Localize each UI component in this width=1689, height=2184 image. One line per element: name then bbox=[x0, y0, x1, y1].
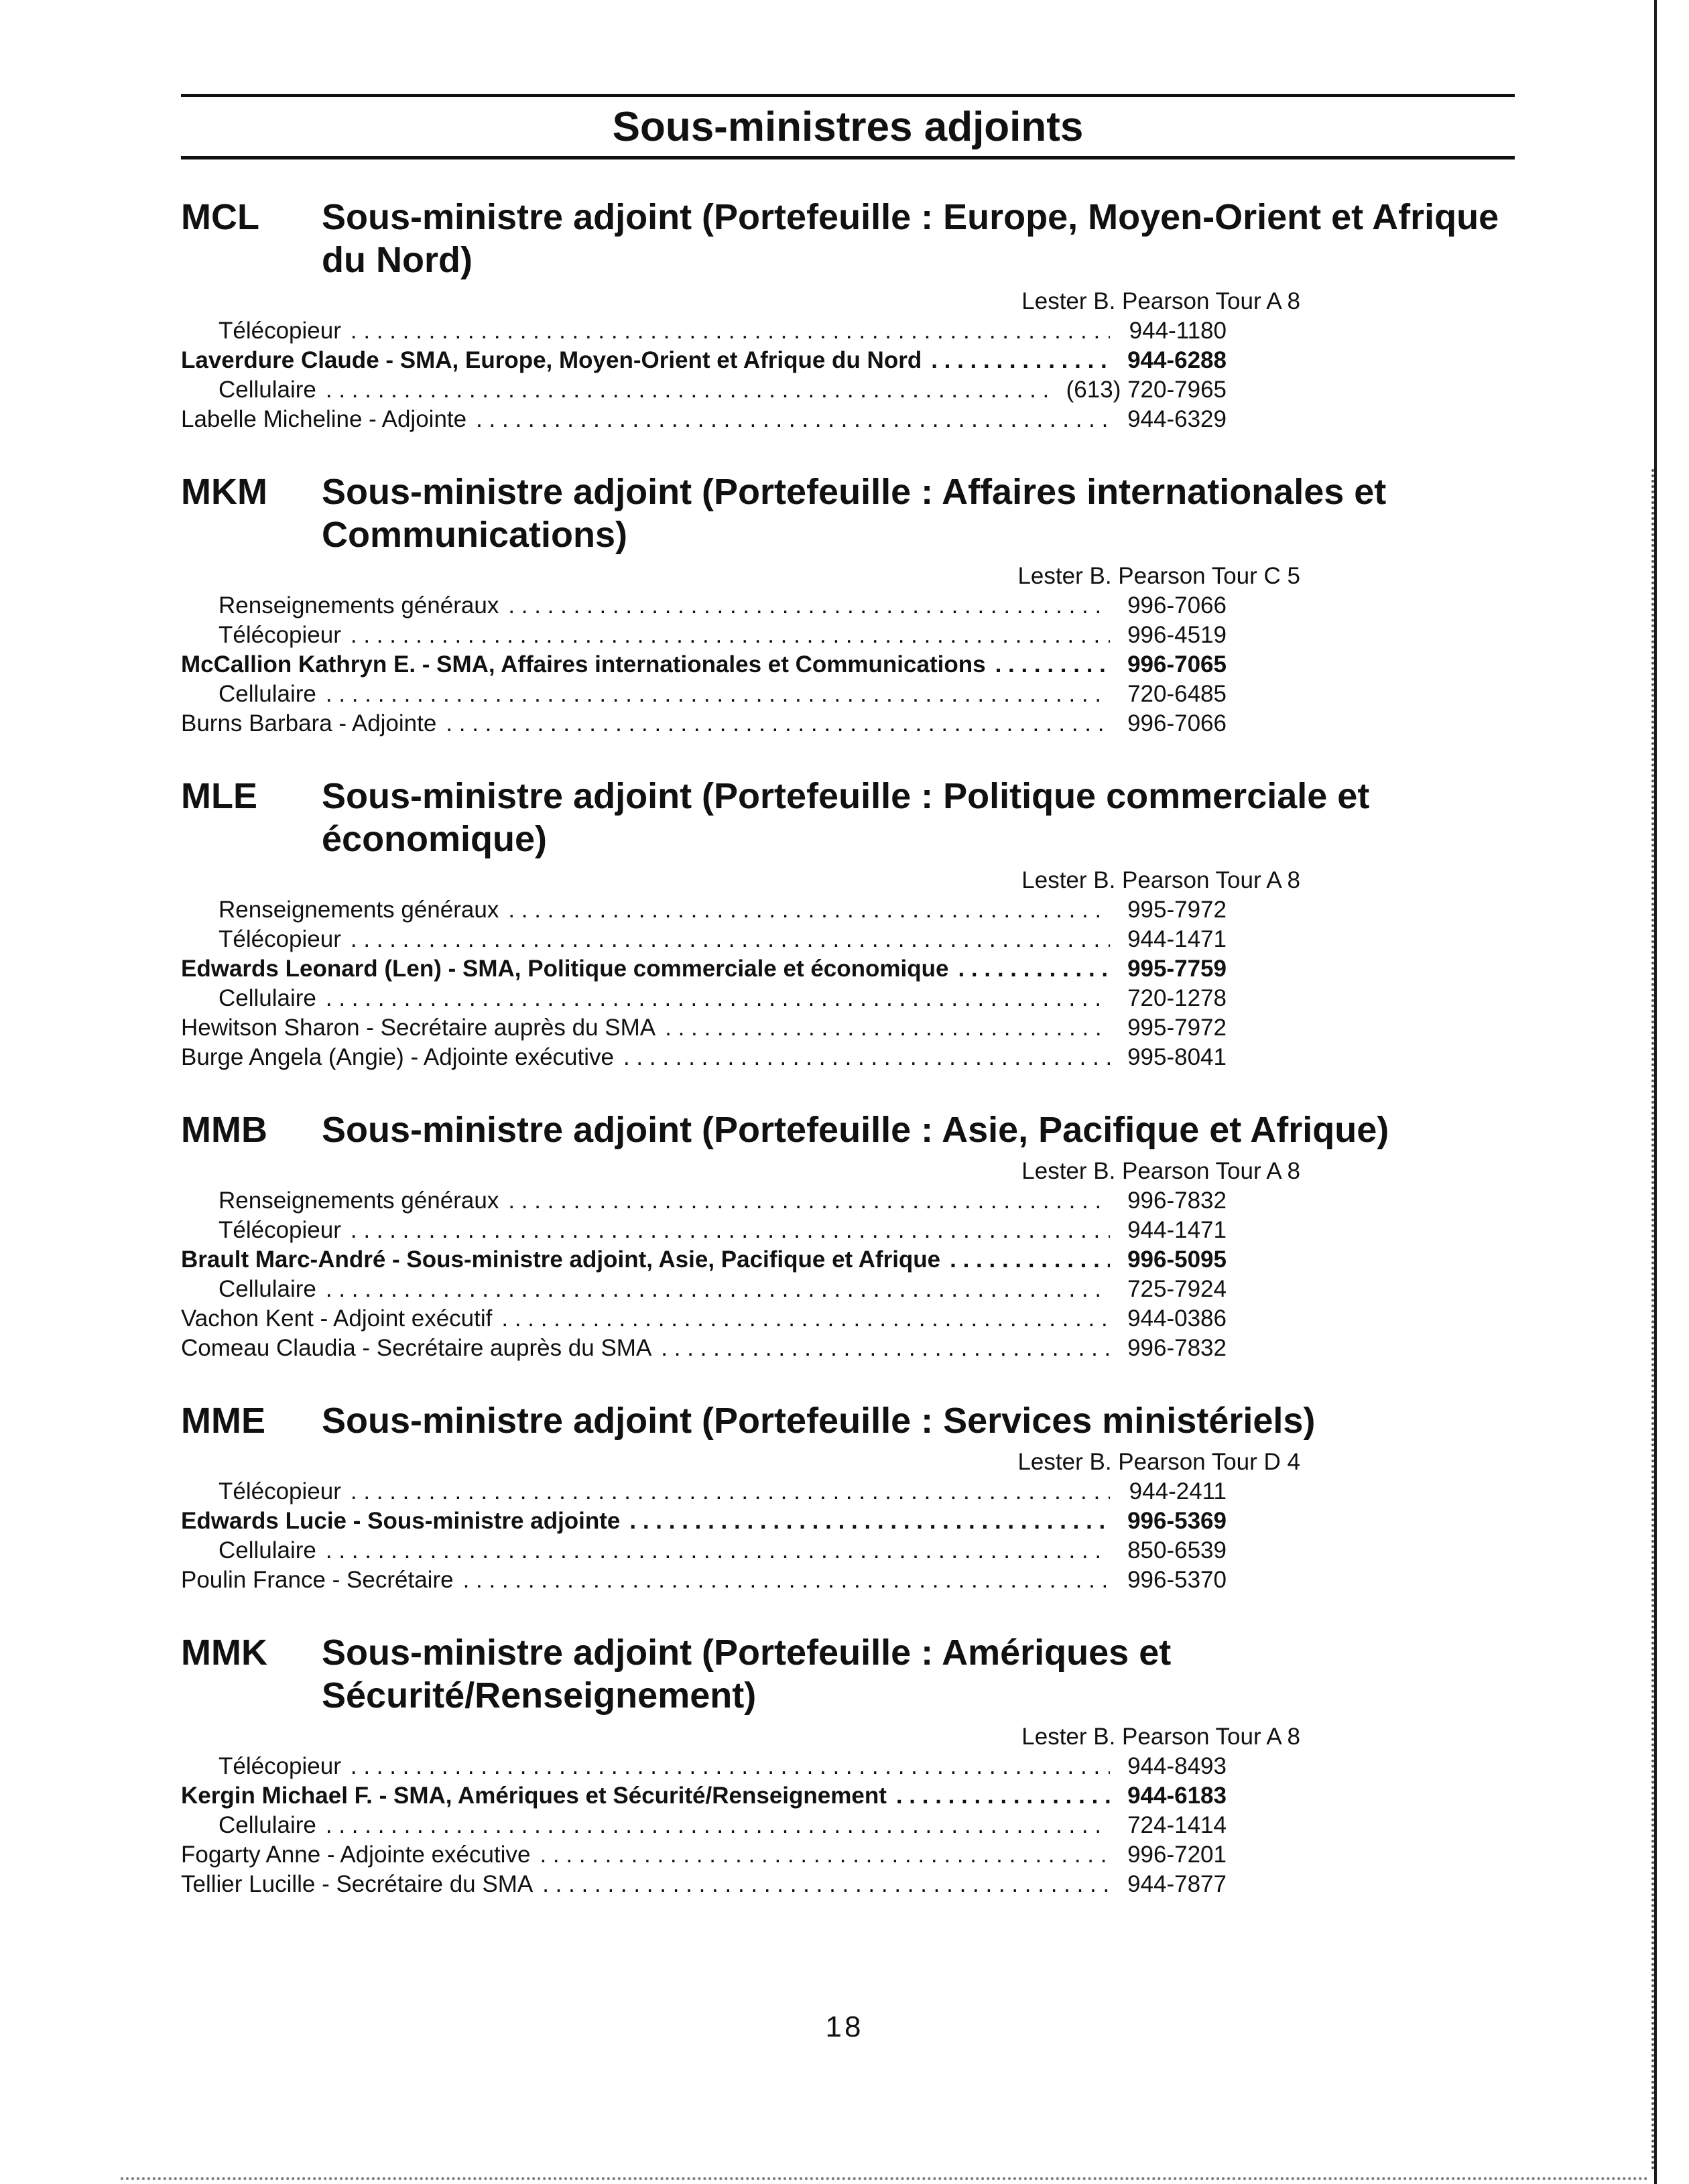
entry-phone: 944-7877 bbox=[1127, 1871, 1227, 1897]
directory-entry bbox=[181, 1043, 1227, 1072]
entry-label: Tellier Lucille - Secrétaire du SMA bbox=[181, 1871, 534, 1897]
directory-entry bbox=[181, 1536, 1227, 1565]
section-location: Lester B. Pearson Tour A 8 bbox=[1021, 1158, 1300, 1184]
directory-entry bbox=[181, 1216, 1227, 1245]
entry-label: Cellulaire bbox=[218, 1537, 316, 1563]
entry-label: Labelle Micheline - Adjointe bbox=[181, 406, 467, 432]
directory-entry bbox=[181, 405, 1227, 434]
dot-leader bbox=[326, 1275, 1110, 1304]
entry-phone: 995-7972 bbox=[1127, 897, 1227, 923]
dot-leader bbox=[351, 1216, 1110, 1245]
entry-phone: 995-7972 bbox=[1127, 1015, 1227, 1041]
entry-label: Télécopieur bbox=[218, 1478, 341, 1504]
dot-leader bbox=[351, 1477, 1110, 1506]
dot-leader bbox=[326, 984, 1110, 1013]
section-mme bbox=[181, 1399, 1515, 1595]
entry-label: Télécopieur bbox=[218, 318, 341, 344]
entry-phone: 996-4519 bbox=[1127, 622, 1227, 648]
page-edge bbox=[1654, 0, 1657, 2184]
section-header bbox=[181, 196, 1515, 281]
dot-leader bbox=[351, 1752, 1110, 1781]
entry-label: Vachon Kent - Adjoint exécutif bbox=[181, 1305, 493, 1332]
directory-entry bbox=[181, 1811, 1227, 1840]
directory-entry bbox=[181, 1840, 1227, 1870]
directory-entry bbox=[181, 1275, 1227, 1304]
section-code: MLE bbox=[181, 776, 257, 816]
dot-leader bbox=[931, 346, 1110, 375]
directory-entry bbox=[181, 621, 1227, 650]
entry-phone: 996-7066 bbox=[1127, 710, 1227, 736]
section-title: Sous-ministre adjoint (Portefeuille : Politique commerciale et économique) bbox=[322, 776, 1370, 859]
dot-leader bbox=[476, 405, 1110, 434]
directory-entry bbox=[181, 1752, 1227, 1781]
entry-phone: 720-1278 bbox=[1127, 985, 1227, 1011]
entry-label: Poulin France - Secrétaire bbox=[181, 1567, 454, 1593]
section-mmb bbox=[181, 1108, 1515, 1363]
dot-leader bbox=[446, 709, 1110, 738]
dot-leader bbox=[995, 650, 1110, 680]
entry-phone: 996-5369 bbox=[1127, 1508, 1227, 1534]
dot-leader bbox=[540, 1840, 1110, 1870]
entry-phone: 996-7832 bbox=[1127, 1187, 1227, 1214]
directory-entry bbox=[181, 1186, 1227, 1216]
directory-entry bbox=[181, 591, 1227, 621]
section-code: MMB bbox=[181, 1110, 267, 1150]
directory-entry bbox=[181, 954, 1227, 984]
entry-phone: 944-1180 bbox=[1129, 318, 1227, 344]
section-title: Sous-ministre adjoint (Portefeuille : Europe, Moyen-Orient et Afrique du Nord) bbox=[322, 197, 1499, 280]
dot-leader bbox=[508, 591, 1110, 621]
entry-label: Télécopieur bbox=[218, 1753, 341, 1779]
directory-entry bbox=[181, 1304, 1227, 1334]
entry-phone: 995-8041 bbox=[1127, 1044, 1227, 1070]
section-code: MMK bbox=[181, 1632, 267, 1673]
entry-label: Télécopieur bbox=[218, 926, 341, 952]
page-number: 18 bbox=[825, 2010, 864, 2043]
dot-leader bbox=[501, 1304, 1110, 1334]
page-title: Sous-ministres adjoints bbox=[612, 104, 1084, 150]
entry-label: Renseignements généraux bbox=[218, 897, 499, 923]
section-location: Lester B. Pearson Tour A 8 bbox=[1021, 867, 1300, 893]
dot-leader bbox=[958, 954, 1110, 984]
section-mkm bbox=[181, 470, 1515, 738]
dot-leader bbox=[351, 621, 1110, 650]
directory-entry bbox=[181, 895, 1227, 925]
entry-phone: 944-2411 bbox=[1129, 1478, 1227, 1504]
entry-phone: 996-7065 bbox=[1127, 651, 1227, 678]
entry-label: Cellulaire bbox=[218, 985, 316, 1011]
dot-leader bbox=[896, 1781, 1110, 1811]
directory-entry bbox=[181, 1781, 1227, 1811]
entry-phone: 996-7201 bbox=[1127, 1842, 1227, 1868]
section-header bbox=[181, 1108, 1515, 1151]
directory-entry bbox=[181, 1477, 1227, 1506]
section-title: Sous-ministre adjoint (Portefeuille : Amériques et Sécurité/Renseignement) bbox=[322, 1632, 1172, 1716]
entry-label: Burns Barbara - Adjointe bbox=[181, 710, 437, 736]
page-edge-marks bbox=[1625, 469, 1654, 2171]
directory-entry bbox=[181, 1334, 1227, 1363]
entry-phone: 996-5370 bbox=[1127, 1567, 1227, 1593]
dot-leader bbox=[661, 1334, 1110, 1363]
entry-phone: 996-7066 bbox=[1127, 592, 1227, 619]
directory-entry bbox=[181, 346, 1227, 375]
directory-entry bbox=[181, 1245, 1227, 1275]
directory-entry bbox=[181, 1565, 1227, 1595]
entry-label: Cellulaire bbox=[218, 1812, 316, 1838]
dot-leader bbox=[463, 1565, 1110, 1595]
entry-label: Cellulaire bbox=[218, 1276, 316, 1302]
entry-phone: 944-0386 bbox=[1127, 1305, 1227, 1332]
dot-leader bbox=[508, 1186, 1110, 1216]
section-location: Lester B. Pearson Tour D 4 bbox=[1017, 1449, 1300, 1475]
sections-list bbox=[181, 196, 1515, 1899]
section-title: Sous-ministre adjoint (Portefeuille : Services ministériels) bbox=[322, 1401, 1316, 1441]
entry-phone: 944-1471 bbox=[1127, 926, 1227, 952]
section-mmk bbox=[181, 1631, 1515, 1899]
dot-leader bbox=[508, 895, 1110, 925]
entry-phone: 996-7832 bbox=[1127, 1335, 1227, 1361]
entry-phone: 720-6485 bbox=[1127, 681, 1227, 707]
directory-entry bbox=[181, 680, 1227, 709]
scan-bottom-marks bbox=[121, 2177, 1649, 2180]
entry-phone: (613) 720-7965 bbox=[1066, 377, 1227, 403]
entry-phone: 725-7924 bbox=[1127, 1276, 1227, 1302]
section-header bbox=[181, 470, 1515, 556]
section-location: Lester B. Pearson Tour C 5 bbox=[1017, 563, 1300, 589]
section-code: MCL bbox=[181, 197, 259, 237]
entry-label: Burge Angela (Angie) - Adjointe exécutive bbox=[181, 1044, 614, 1070]
section-title: Sous-ministre adjoint (Portefeuille : Affaires internationales et Communications) bbox=[322, 472, 1387, 555]
entry-label: Brault Marc-André - Sous-ministre adjoint, Asie, Pacifique et Afrique bbox=[181, 1246, 941, 1273]
entry-phone: 724-1414 bbox=[1127, 1812, 1227, 1838]
section-code: MME bbox=[181, 1401, 265, 1441]
title-rule-bottom bbox=[181, 156, 1515, 159]
section-location: Lester B. Pearson Tour A 8 bbox=[1021, 1724, 1300, 1750]
section-mle bbox=[181, 775, 1515, 1072]
entry-phone: 996-5095 bbox=[1127, 1246, 1227, 1273]
dot-leader bbox=[351, 925, 1110, 954]
dot-leader bbox=[326, 1811, 1110, 1840]
entry-label: Télécopieur bbox=[218, 622, 341, 648]
section-mcl bbox=[181, 196, 1515, 434]
title-rule-top bbox=[181, 94, 1515, 97]
directory-entry bbox=[181, 1506, 1227, 1536]
section-code: MKM bbox=[181, 472, 267, 512]
directory-entry bbox=[181, 1013, 1227, 1043]
entry-phone: 944-8493 bbox=[1127, 1753, 1227, 1779]
section-header bbox=[181, 775, 1515, 860]
entry-label: Fogarty Anne - Adjointe exécutive bbox=[181, 1842, 531, 1868]
directory-entry bbox=[181, 650, 1227, 680]
entry-phone: 944-6329 bbox=[1127, 406, 1227, 432]
entry-phone: 944-1471 bbox=[1127, 1217, 1227, 1243]
directory-page bbox=[181, 94, 1515, 1899]
entry-label: Comeau Claudia - Secrétaire auprès du SMA bbox=[181, 1335, 652, 1361]
entry-label: Cellulaire bbox=[218, 377, 316, 403]
entry-phone: 850-6539 bbox=[1127, 1537, 1227, 1563]
entry-label: Renseignements généraux bbox=[218, 1187, 499, 1214]
section-header bbox=[181, 1399, 1515, 1442]
entry-label: Edwards Lucie - Sous-ministre adjointe bbox=[181, 1508, 621, 1534]
directory-entry bbox=[181, 375, 1227, 405]
entry-label: Hewitson Sharon - Secrétaire auprès du SMA bbox=[181, 1015, 656, 1041]
directory-entry bbox=[181, 709, 1227, 738]
dot-leader bbox=[623, 1043, 1110, 1072]
directory-entry bbox=[181, 984, 1227, 1013]
entry-label: Laverdure Claude - SMA, Europe, Moyen-Orient et Afrique du Nord bbox=[181, 347, 922, 373]
directory-entry bbox=[181, 316, 1227, 346]
dot-leader bbox=[326, 680, 1110, 709]
entry-label: Renseignements généraux bbox=[218, 592, 499, 619]
dot-leader bbox=[542, 1870, 1110, 1899]
section-title: Sous-ministre adjoint (Portefeuille : Asie, Pacifique et Afrique) bbox=[322, 1110, 1389, 1150]
section-location: Lester B. Pearson Tour A 8 bbox=[1021, 288, 1300, 314]
entry-phone: 995-7759 bbox=[1127, 956, 1227, 982]
dot-leader bbox=[326, 375, 1057, 405]
dot-leader bbox=[326, 1536, 1110, 1565]
entry-label: Edwards Leonard (Len) - SMA, Politique commerciale et économique bbox=[181, 956, 949, 982]
dot-leader bbox=[665, 1013, 1110, 1043]
dot-leader bbox=[351, 316, 1110, 346]
directory-entry bbox=[181, 925, 1227, 954]
dot-leader bbox=[950, 1245, 1110, 1275]
entry-label: Cellulaire bbox=[218, 681, 316, 707]
directory-entry bbox=[181, 1870, 1227, 1899]
entry-phone: 944-6288 bbox=[1127, 347, 1227, 373]
entry-label: Télécopieur bbox=[218, 1217, 341, 1243]
entry-phone: 944-6183 bbox=[1127, 1783, 1227, 1809]
entry-label: McCallion Kathryn E. - SMA, Affaires internationales et Communications bbox=[181, 651, 986, 678]
section-header bbox=[181, 1631, 1515, 1717]
dot-leader bbox=[629, 1506, 1110, 1536]
entry-label: Kergin Michael F. - SMA, Amériques et Sécurité/Renseignement bbox=[181, 1783, 887, 1809]
